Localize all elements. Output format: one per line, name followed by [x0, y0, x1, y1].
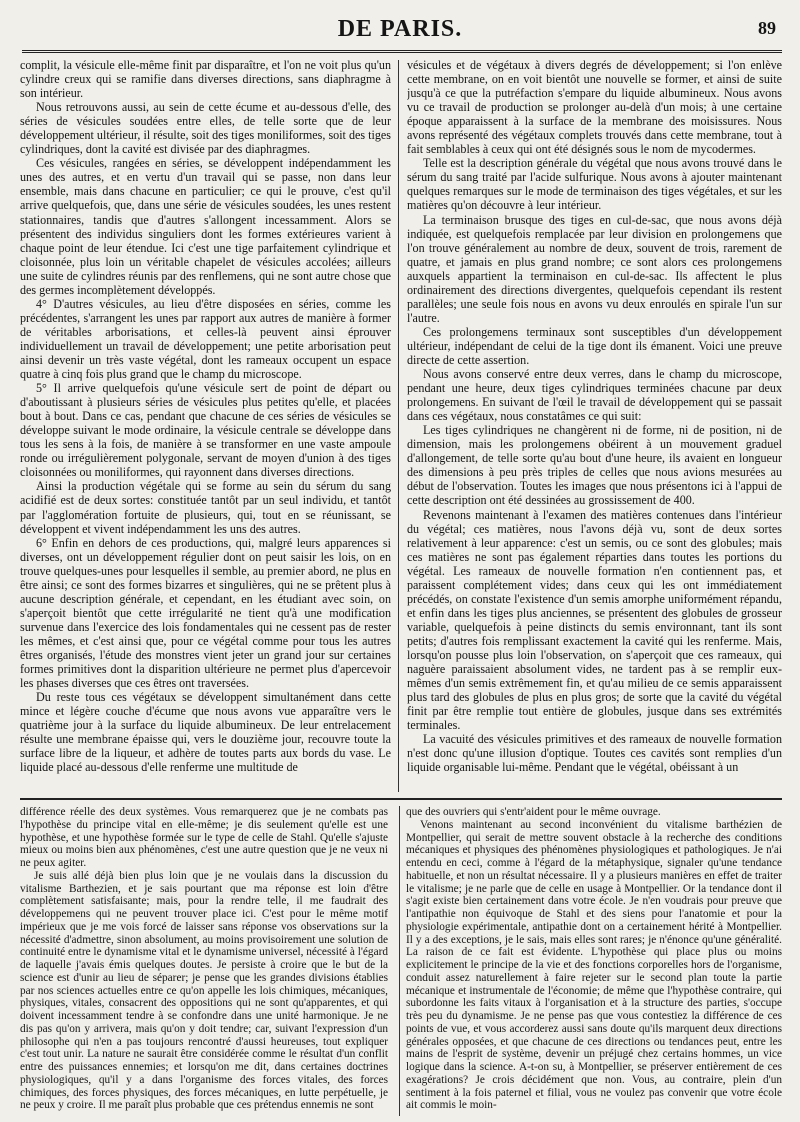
- paragraph: La vacuité des vésicules primitives et des rameaux de nouvelle formation n'est donc qu'une illusion d'optique. Toutes ces cavités sont remplies d'un liquide organisable lui-même. Pendant que le végétal, obéissant à un: [407, 732, 782, 775]
- paragraph: Les tiges cylindriques ne changèrent ni de forme, ni de position, ni de dimension, mais les prolongemens obéirent à un mouvement graduel d'allongement, de telle sorte qu'au bout d'une heure, ils avaient en longueur des dimensions à peu près triples de celles que nous avions mesurées au début de l'observation. Toutes les images que nous présentons ici à l'appui de cette description ont été dessinées au grossissement de 400.: [407, 423, 782, 508]
- lower-column-divider: [399, 806, 400, 1116]
- page-header: [22, 14, 778, 48]
- paragraph: complit, la vésicule elle-même finit par disparaître, et l'on ne voit plus qu'un cylindre creux qui se ramifie dans diverses directions, sans diaphragme à son intérieur.: [20, 58, 391, 101]
- lower-article: [20, 806, 782, 1116]
- paragraph: Nous retrouvons aussi, au sein de cette écume et au-dessous d'elle, des séries de vésicules soudées entre elles, de telle sorte que de leur développement ultérieur, il résulte, soit des tiges moniliformes, soit des tiges cylindriques, dont la cavité est divisée par des diaphragmes.: [20, 100, 391, 157]
- column-divider: [398, 60, 399, 792]
- paragraph: Telle est la description générale du végétal que nous avons trouvé dans le sérum du sang traité par l'acide sulfurique. Nous avons à ajouter maintenant quelques remarques sur le mode de terminaison des tiges végétales, et sur les matières qu'on découvre à leur intérieur.: [407, 156, 782, 213]
- paragraph: 5° Il arrive quelquefois qu'une vésicule sert de point de départ ou d'aboutissant à plusieurs séries de vésicules plus petites qu'elle, et placées bout à bout. Dans ce cas, pendant que chacune de ces séries de vésicules se développe suivant le mode ordinaire, la vésicule centrale se développe dans tous les sens à la fois, de manière à se transformer en une vaste ampoule ronde ou irrégulièrement polygonale, servant de moyen d'union à des tiges cloisonnées ou moniliformes, qui rayonnent dans diverses directions.: [20, 381, 391, 480]
- paragraph: Revenons maintenant à l'examen des matières contenues dans l'intérieur du végétal; ces matières, nous l'avons déjà vu, sont de deux sortes relativement à leur apparence: c'est un semis, ou ce sont des globules; mais ces matières ne sont pas également réparties dans toutes les portions du végétal. Les rameaux de nouvelle formation n'en contiennent pas, et paraissent complétement vides; dans ceux qui les ont immédiatement précédés, on constate l'existence d'un semis amorphe uniformément répandu, et enfin dans les tiges plus anciennes, se présentent des globules de grosseur variable, quelquefois à peine distincts du semis environnant, tant ils sont petits; d'autres fois remplissant exactement la cavité qui les renferme. Mais, lorsqu'on pousse plus loin l'observation, on s'aperçoit que ces rameaux, qui naguère paraissaient absolument vides, ne tardent pas à se remplir eux-mêmes d'un semis extrêmement fin, et qu'au milieu de ce semis apparaissent plus tard des globules de plus en plus gros; de sorte que la cavité du végétal finit par être remplie tout entière de globules, jusque dans ses extrémités terminales.: [407, 507, 782, 733]
- paragraph: Ces prolongemens terminaux sont susceptibles d'un développement ultérieur, indépendant de celui de la tige dont ils émanent. Voici une preuve directe de cette assertion.: [407, 324, 782, 367]
- paragraph: Du reste tous ces végétaux se développent simultanément dans cette mince et légère couche d'écume que nous avons vue apparaître vers le quatrième jour à la surface du liquide albumineux. De leur entrelacement résulte une membrane épaisse qui, vers le douzième jour, recouvre toute la surface libre de la liqueur, et adhère de toutes parts aux bords du vase. Le liquide placé au-dessous d'elle renferme une multitude de: [20, 690, 391, 775]
- upper-article: [20, 58, 782, 792]
- paragraph: Venons maintenant au second inconvénient du vitalisme barthézien de Montpellier, qui serait de mettre souvent obstacle à la recherche des conditions mécaniques et physiques des phénomènes physiologiques et pathologiques. Je n'ai entendu en ceci, comme à l'égard de la métaphysique, signaler qu'une tendance habituelle, et non un résultat nécessaire. Il y a plusieurs manières en effet de traiter le vitalisme; je ne parle que de celle en usage à Montpellier. Or la tendance dont il s'agit existe bien certainement dans votre école. Je n'en voudrais pour preuve que l'antipathie non équivoque de Stahl et des siens pour l'anatomie et pour la physiologie expérimentale, antipathie dont on a certainement hérité à Montpellier. Il y a des exceptions, je le sais, mais elles sont rares; je n'énonce qu'une généralité. La raison de ce fait est évidente. L'hypothèse qui place plus ou moins explicitement le principe de la vie et des fonctions corporelles hors de l'organisme, conduit assez naturellement à faire rejeter sur le second plan toute la partie mécanique et instrumentale de l'économie; de même que l'hypothèse contraire, qui subordonne les faits vitaux à l'organisation et à la structure des parties, s'occupe très peu du dynamisme. Je ne pense pas que vous contestiez la différence de ces points de vue, et vous accorderez aussi sans doute qu'ils marquent deux directions générales opposées, et que chacune de ces directions ou tendances peut, entre les mains de l'esprit de système, devenir un préjugé chez certains hommes, un vice logique dans la science. A-t-on su, à Montpellier, se préserver entièrement de ces exagérations? Je crois décidément que non. Vous, au contraire, plein d'un sentiment à la fois paternel et filial, vous ne voulez pas convenir que votre école ait commis le moin-: [406, 818, 782, 1112]
- feuilleton-rule: [20, 798, 782, 800]
- running-title: DE PARIS.: [337, 16, 463, 42]
- paragraph: La terminaison brusque des tiges en cul-de-sac, que nous avons déjà indiquée, est quelquefois remplacée par leur division en prolongemens que l'on trouve généralement au nombre de deux, souvent de trois, rarement de quatre, et jamais en plus grand nombre; ce sont alors ces prolongemens auxquels appartient la terminaison en cul-de-sac. Ils affectent le plus ordinairement des directions divergentes, quelquefois cependant ils restent parallèles; une seule fois nous en avons vu deux enroulés en spirale l'un sur l'autre.: [407, 212, 782, 325]
- upper-left-column: [20, 58, 391, 792]
- lower-right-column: [406, 806, 782, 1116]
- upper-right-column: [407, 58, 782, 792]
- page-number: 89: [758, 18, 776, 38]
- paragraph: vésicules et de végétaux à divers degrés de développement; si l'on enlève cette membrane, on en voit bientôt une nouvelle se former, et ainsi de suite jusqu'à ce que la putréfaction s'empare du liquide albumineux. Nous avons vu ce travail de production se prolonger au-delà d'un mois; à une certaine époque apparaissent à la surface de la membrane des moisissures. Nous avons représenté des végétaux complets trouvés dans cette membrane, tout à fait semblables à ceux qui ont été désignés sous le nom de mycodermes.: [407, 58, 782, 157]
- paragraph: Je suis allé déjà bien plus loin que je ne voulais dans la discussion du vitalisme Barthezien, et je sais pourtant que ma réponse est loin d'être complètement satisfaisante; mais, pour la rendre telle, il me faudrait des développemens qui ne peuvent trouver place ici. C'est pour le même motif impérieux que je me vois forcé de laisser sans réponse vos observations sur la nécessité d'admettre, sinon absolument, au moins provisoirement une solution de continuité entre le dynamisme vital et le dynamisme universel, nécessité à l'égard de laquelle j'avais émis quelques doutes. Je persiste à croire que le but de la science est d'unir au lieu de séparer; je pense que les grandes divisions établies par nos sciences actuelles entre ce qu'on appelle les lois chimiques, mécaniques, physiques, vitales, consacrent des oppositions qui ne sont qu'apparentes, et qui doivent incessamment tendre à se confondre dans une unité harmonique. Je ne dis pas qu'on y arrivera, mais qu'on y doit tendre; car, suivant l'expression d'un philosophe qui n'en a pas toujours rencontré d'aussi heureuses, tout expliquer c'est tout unir. La nature ne saurait être considérée comme le résultat d'un conflit entre des puissances ennemies; et lorsqu'on me dit, dans certaines doctrines physiologiques, qu'il y a dans l'organisme des forces vitales, des forces chimiques, des forces physiques, des forces mécaniques, en lutte perpétuelle, je ne peux y croire. Il me paraît plus probable que ces prétendus ennemis ne sont: [20, 869, 388, 1112]
- paragraph: 4° D'autres vésicules, au lieu d'être disposées en séries, comme les précédentes, s'arrangent les unes par rapport aux autres de manière à former de véritables arborisations, et celles-là peuvent ainsi éprouver individuellement un travail de développement; une petite arborisation peut ainsi devenir un très vaste végétal, dont les rameaux occupent un espace quatre à cinq fois plus grand que le champ du microscope.: [20, 296, 391, 382]
- paragraph: Nous avons conservé entre deux verres, dans le champ du microscope, pendant une heure, deux tiges cylindriques terminées chacune par deux prolongemens. En suivant de l'œil le travail de développement qui se passait dans ces végétaux, nous constatâmes ce qui suit:: [407, 367, 782, 424]
- paragraph: que des ouvriers qui s'entr'aident pour le même ouvrage.: [406, 806, 661, 818]
- paragraph: Ainsi la production végétale qui se forme au sein du sérum du sang acidifié est de deux sortes: constituée tantôt par un seul individu, et tantôt par l'agglomération fortuite de plusieurs, qui, tout en se réunissant, se développent et vivent indépendamment les uns des autres.: [20, 479, 391, 536]
- paragraph: Ces vésicules, rangées en séries, se développent indépendamment les unes des autres, et en vertu d'un travail qui se passe, non dans leur ensemble, mais dans chacune en particulier; ce qui le prouve, c'est qu'il arrive quelquefois, que, dans une série de vésicules soudées, les unes restent stationnaires, tandis que d'autres s'allongent incessamment. Alors se présentent des individus singuliers dont les formes extérieures varient à chaque point de leur étendue. Ici c'est une tige parfaitement cylindrique et cloisonnée, plus loin un véritable chapelet de vésicules accolées; ailleurs une suite de cylindres réunis par des renflemens, qui ne sont autre chose que des germes incomplètement développés.: [20, 156, 391, 297]
- lower-left-column: [20, 806, 388, 1116]
- paragraph: différence réelle des deux systèmes. Vous remarquerez que je ne combats pas l'hypothèse du principe vital en elle-même; je dis seulement qu'elle est une hypothèse, et une hypothèse formée sur le type de celle de Stahl. Qu'elle s'ajuste mieux ou moins bien aux phénomènes, c'est une autre question que je ne veux ni ne peux agiter.: [20, 806, 388, 869]
- paragraph: 6° Enfin en dehors de ces productions, qui, malgré leurs apparences si diverses, ont un développement régulier dont on peut saisir les lois, on en trouve quelques-unes pour lesquelles il semble, au premier abord, ne plus en être ainsi; ce sont des formes bizarres et singulières, qui ne se prêtent plus à aucune description générale, et cependant, en les étudiant avec soin, on s'aperçoit bientôt que cette irrégularité ne tient qu'à une modification survenue dans l'exercice des lois fondamentales qui ne cessent pas de rester les mêmes, et c'est ainsi que, pour ce végétal comme pour tous les autres êtres organisés, l'étude des monstres vient jeter un grand jour sur certaines formes primitives dont la disparition ultérieure ne permet plus d'apercevoir les phases diverses que ces êtres ont traversées.: [20, 535, 391, 691]
- header-rule: [22, 50, 782, 53]
